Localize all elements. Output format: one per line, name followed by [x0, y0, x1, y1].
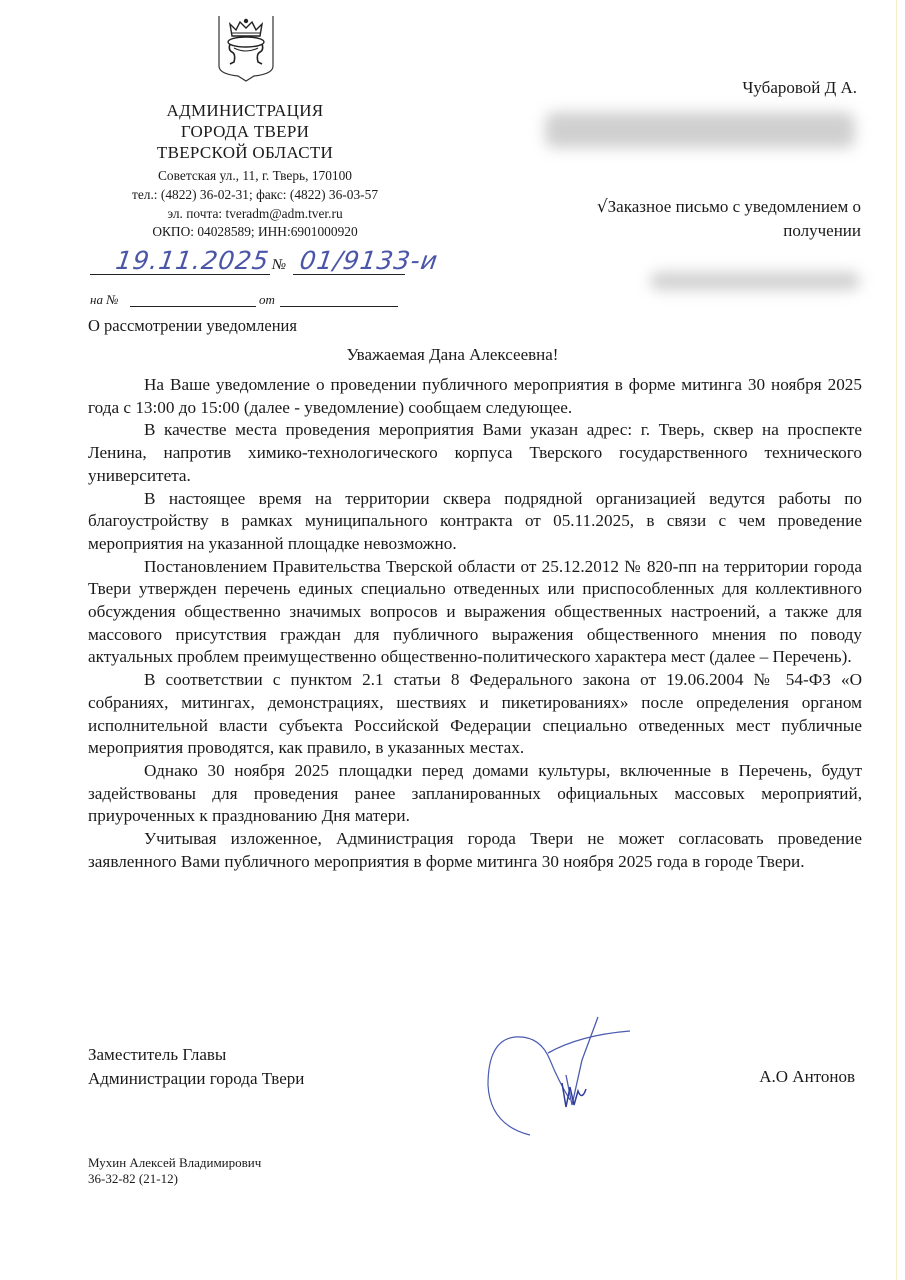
- from-label: от: [259, 292, 275, 307]
- body-paragraph: В соответствии с пунктом 2.1 статьи 8 Федерального закона от 19.06.2004 № 54-ФЗ «О собраниях, митингах, демонстрациях, шествиях и пикетированиях» после определения органом исполнительной власти субъекта Российской Федерации специально отведенных мест публичные мероприятия проводятся, как правило, в указанных местах.: [88, 670, 862, 758]
- greeting: Уважаемая Дана Алексеевна!: [346, 345, 559, 364]
- signer-position-line: Администрации города Твери: [88, 1069, 305, 1088]
- coat-of-arms-icon: [216, 14, 276, 82]
- reply-to-underline: [130, 306, 256, 307]
- executor-name: Мухин Алексей Владимирович: [88, 1155, 262, 1170]
- from-underline: [280, 306, 398, 307]
- handwritten-signature-icon: [470, 1005, 650, 1150]
- redacted-field: [650, 272, 860, 290]
- org-name-line: ТВЕРСКОЙ ОБЛАСТИ: [156, 143, 334, 162]
- org-name-line: АДМИНИСТРАЦИЯ: [166, 101, 324, 120]
- org-codes: ОКПО: 04028589; ИНН:6901000920: [152, 224, 358, 239]
- checkmark-icon: √: [596, 197, 608, 217]
- signer-position: [88, 1043, 304, 1091]
- body-paragraph: На Ваше уведомление о проведении публичного мероприятия в форме митинга 30 ноября 2025 года с 13:00 до 15:00 (далее - уведомление) сообщаем следующее.: [88, 375, 862, 417]
- org-phone-fax: тел.: (4822) 36-02-31; факс: (4822) 36-03-57: [131, 187, 379, 202]
- body-paragraph: Постановлением Правительства Тверской области от 25.12.2012 № 820-пп на территории города Твери утвержден перечень единых специально отведенных или приспособленных для коллективного обсуждения общественно значимых вопросов и выражения общественных настроений, а также для массового присутствия граждан для публичного выражения общественного мнения по поводу актуальных проблем преимущественно общественно-политического характера мест (далее – Перечень).: [88, 556, 862, 667]
- executor-phone: 36-32-82 (21-12): [88, 1171, 178, 1186]
- org-name-line: ГОРОДА ТВЕРИ: [180, 122, 310, 141]
- body-paragraph: В качестве места проведения мероприятия Вами указан адрес: г. Тверь, сквер на проспекте Ленина, напротив химико-технологического корпуса Тверского государственного технического университета.: [88, 420, 862, 485]
- recipient-name: Чубаровой Д А.: [742, 78, 857, 97]
- number-label: №: [272, 257, 287, 273]
- redacted-address: [545, 112, 855, 148]
- letter-subject: О рассмотрении уведомления: [88, 316, 297, 335]
- date-underline: [90, 274, 270, 275]
- signer-name: А.О Антонов: [759, 1067, 855, 1086]
- org-email: эл. почта: tveradm@adm.tver.ru: [167, 206, 343, 221]
- org-address: Советская ул., 11, г. Тверь, 170100: [158, 168, 352, 183]
- body-paragraph: В настоящее время на территории сквера подрядной организацией ведутся работы по благоустройству в рамках муниципального контракта от 05.11.2025, в связи с чем проведение мероприятия на указанной площадке невозможно.: [88, 488, 862, 553]
- delivery-method-text: Заказное письмо с уведомлением о получении: [607, 197, 861, 240]
- handwritten-date: 19.11.2025: [113, 246, 272, 275]
- paper-edge: [896, 0, 897, 1280]
- delivery-method: [527, 195, 861, 243]
- reply-to-label: на №: [90, 292, 119, 307]
- letter-body: [88, 374, 862, 873]
- body-paragraph: Однако 30 ноября 2025 площадки перед домами культуры, включенные в Перечень, будут задействованы для проведения ранее запланированных официальных массовых мероприятий, приуроченных к празднованию Дня матери.: [88, 760, 862, 826]
- signer-position-line: Заместитель Главы: [88, 1045, 227, 1064]
- number-underline: [293, 274, 405, 275]
- handwritten-number: 01/9133-и: [297, 246, 441, 275]
- body-paragraph: Учитывая изложенное, Администрация города Твери не может согласовать проведение заявленного Вами публичного мероприятия в форме митинга 30 ноября 2025 года в городе Твери.: [88, 829, 862, 871]
- executor-info: [88, 1155, 261, 1187]
